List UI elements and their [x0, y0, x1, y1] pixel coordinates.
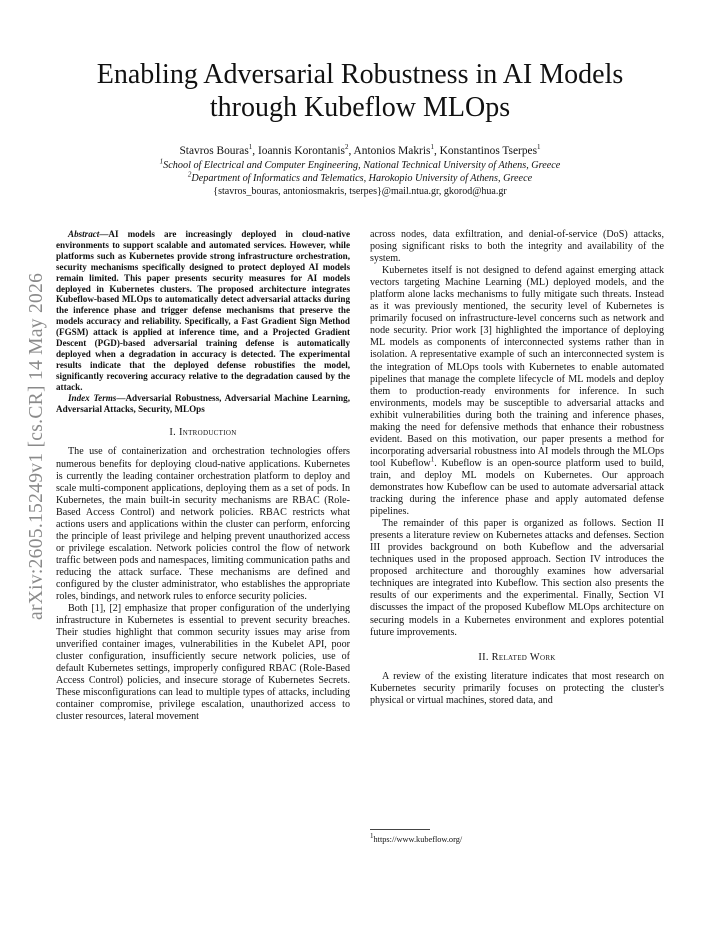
- footnote-link[interactable]: https://www.kubeflow.org/: [373, 835, 463, 844]
- paper-title: [60, 58, 660, 124]
- abstract-text: —AI models are increasingly deployed in cloud-native environments to support scalable and automated services. However, while platforms such as Kubernetes provide strong infrastructure orchestration, security mechanisms specifically designed to protect deployed AI models remain limited. This paper presents security measures for AI models deployed in Kubernetes clusters. The proposed architecture integrates Kubeflow-based MLOps to automatically detect adversarial attacks during the inference phase and trigger defense mechanisms that preserve the models accuracy and reliability. Specifically, a Fast Gradient Sign Method (FGSM) attack is applied at inference time, and a Projected Gradient Descent (PGD)-based adversarial training defense is automatically deployed when a degradation in accuracy is detected. The experimental results indicate that the deployed defense robustifies the model, significantly recovering accuracy relative to the degradation caused by the attack.: [56, 229, 350, 392]
- index-terms-label: Index Terms: [68, 392, 117, 403]
- abstract: [56, 229, 350, 393]
- arxiv-identifier[interactable]: arXiv:2605.15249v1 [cs.CR] 14 May 2026: [26, 272, 47, 620]
- author-name: Ioannis Korontanis: [257, 145, 345, 157]
- body-paragraph: Kubernetes itself is not designed to defend against emerging attack vectors targeting Machine Learning (ML) deployed models, and the platform alone lacks mechanisms to fully mitigate such threats. Instead as it was previously mentioned, the security level of Kubernetes is primarily focused on infrastructure-level concerns such as network and node security. Prior work [3] highlighted the importance of deploying ML models as components of interconnected systems rather than in isolation. A representative example of such an interconnected system is the integration of MLOps tools with Kubernetes to enable automated pipelines that manage the complete lifecycle of ML models and deploy them to production-ready environments for inference. In such environments, models may be susceptible to adversarial attacks and exhibit vulnerabilities during both the training and inference phases, making the need for defensive methods that enhance their robustness evident. Based on this motivation, our paper presents a method for incorporating adversarial robustness into AI models through the MLOps tool Kubeflow$^1$. Kubeflow is an open-source platform used to build, train, and deploy ML models on Kubernetes. Our approach demonstrates how Kubeflow can be used to automate adversarial attack tracking during the inference phase and apply automated defense pipelines.: [370, 265, 664, 518]
- author-emails: {stavros_bouras, antoniosmakris, tserpes}@mail.ntua.gr, gkorod@hua.gr: [213, 186, 507, 197]
- left-column: [56, 229, 350, 724]
- affiliation-2: $^2$Department of Informatics and Telematics, Harokopio University of Athens, Greece: [187, 170, 533, 184]
- footnote: $^1$https://www.kubeflow.org/: [370, 832, 463, 844]
- title-line-1: Enabling Adversarial Robustness in AI Models: [96, 59, 624, 90]
- section-heading-introduction: I. Introduction: [169, 427, 237, 439]
- abstract-label: Abstract: [68, 229, 100, 239]
- body-paragraph: The use of containerization and orchestration technologies offers numerous benefits for deploying cloud-native applications. Kubernetes is currently the leading container orchestration platform to deploy and scale multi-component applications, deploying them as a set of pods. In Kubernetes, the main built-in security mechanisms are RBAC (Role-Based Access Control) and network policies. RBAC restricts what actions users and applications within the cluster can perform, enforcing the principle of least privilege and helping prevent unauthorized access or privilege escalation. Network policies control the flow of network traffic between pods and namespaces, limiting communication paths and reducing the attack surface. These mechanisms are defined and configured by the cluster administrator, who establishes the appropriate roles, bindings, and network rules to enforce security policies.: [56, 446, 350, 603]
- footnote-ref[interactable]: 1: [430, 455, 435, 464]
- author-name: Konstantinos Tserpes: [439, 145, 538, 157]
- title-line-2: through Kubeflow MLOps: [209, 92, 511, 123]
- index-terms: [56, 393, 350, 415]
- section-heading-related-work: II. Related Work: [478, 651, 556, 663]
- body-paragraph: across nodes, data exfiltration, and denial-of-service (DoS) attacks, posing significant risks to both the integrity and availability of the system.: [370, 229, 664, 265]
- body-paragraph: The remainder of this paper is organized as follows. Section II presents a literature review on Kubernetes attacks and defenses. Section III provides background on both Kubeflow and the adversarial techniques used in the proposed approach. Section IV introduces the proposed architecture and thoroughly examines how adversarial techniques are integrated into Kubeflow. This section also presents the results of our experiments and the experimental. Finally, Section VI discusses the impact of the proposed Kubeflow MLOps architecture on securing models in a Kubernetes environment and explores potential future improvements.: [370, 518, 664, 638]
- body-paragraph: A review of the existing literature indicates that most research on Kubernetes security primarily focuses on protecting the cluster's physical or virtual machines, stored data, and: [370, 670, 664, 706]
- footnote-divider: [370, 829, 430, 830]
- affiliation-1: $^1$School of Electrical and Computer Engineering, National Technical University of Athens, Greece: [159, 157, 561, 171]
- author-affiliation-mark: 2: [344, 143, 349, 152]
- body-paragraph: Both [1], [2] emphasize that proper configuration of the underlying infrastructure in Kubernetes is essential to prevent security breaches. Their studies highlight that common security issues may arise from unverified container images, vulnerabilities in the Kubelet API, poor cluster configuration, insufficiently secure network policies, use of default Kubernetes settings, improperly configured RBAC (Role-Based Access Control) policies, and insecure storage of Kubernetes Secrets. These misconfigurations can lead to multiple types of attacks, including container compromise, privilege escalation, unauthorized access to cluster resources, lateral movement: [56, 603, 350, 723]
- author-name: Antonios Makris: [353, 145, 431, 157]
- author-list: Stavros Bouras$^1$, Ioannis Korontanis$^2$, Antonios Makris$^1$, Konstantinos Tserpes$^1$: [179, 143, 541, 157]
- author-name: Stavros Bouras: [179, 145, 249, 157]
- author-affiliation-mark: 1: [430, 143, 434, 152]
- author-affiliation-mark: 1: [537, 143, 541, 152]
- right-column: [370, 229, 664, 707]
- index-terms-text: —Adversarial Robustness, Adversarial Machine Learning, Adversarial Attacks, Security, MLOps: [56, 392, 350, 414]
- author-affiliation-mark: 1: [248, 143, 253, 152]
